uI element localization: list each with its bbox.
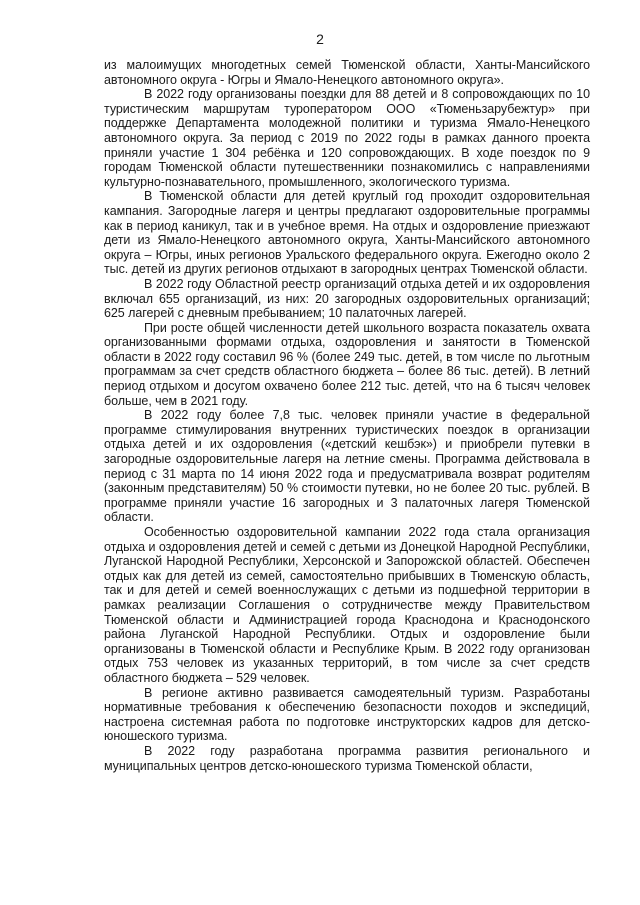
paragraph-cashback: В 2022 году более 7,8 тыс. человек приняли участие в федеральной программе стимулирования внутренних туристических поездок в организации отдыха детей и их оздоровления («детский кешбэк») и приобрели путевки в загородные оздоровительные лагеря на летние смены. Программа действовала в период с 31 марта по 14 июня 2022 года и предусматривала возврат родителям (законным представителям) 50 % стоимости путевки, но не более 20 тыс. рублей. В программе приняли участие 16 загородных и 3 палаточных лагеря Тюменской области. — [104, 408, 590, 525]
paragraph-youth-tourism-program: В 2022 году разработана программа развития регионального и муниципальных центров детско-юношеского туризма Тюменской области, — [104, 743, 590, 773]
paragraph-donetsk-lugansk: Особенностью оздоровительной кампании 2022 года стала организация отдыха и оздоровления детей и семей с детьми из Донецкой Народной Республики, Луганской Народной Республики, Херсонской и Запорожской областей. Обеспечен отдых как для детей из семей, самостоятельно прибывших в Тюменскую область, так и для детей и семей военнослужащих с детьми из подшефной территории в рамках реализации Соглашения о сотрудничестве между Правительством Тюменской области и Администрацией города Краснодона и Краснодонского района Луганской Народной Республики. Отдых и оздоровление были организованы в Тюменской области и Республике Крым. В 2022 году организован отдых 753 человек из указанных территорий, в том числе за счет средств областного бюджета – 529 человек. — [104, 525, 590, 685]
page-number: 2 — [316, 31, 324, 47]
paragraph-amateur-tourism: В регионе активно развивается самодеятельный туризм. Разработаны нормативные требования к обеспечению безопасности походов и экспедиций, настроена системная работа по подготовке инструкторских кадров для детско-юношеского туризма. — [104, 685, 590, 744]
paragraph-continuation: из малоимущих многодетных семей Тюменской области, Ханты-Мансийского автономного округа - Югры и Ямало-Ненецкого автономного округа». — [104, 58, 590, 87]
paragraph-health-campaign: В Тюменской области для детей круглый год проходит оздоровительная кампания. Загородные лагеря и центры предлагают оздоровительные программы как в период каникул, так и в учебное время. На отдых и оздоровление приезжают дети из Ямало-Ненецкого автономного округа, Ханты-Мансийского автономного округа – Югры, иных регионов Уральского федерального округа. Ежегодно около 2 тыс. детей из других регионов отдыхают в загородных центрах Тюменской области. — [104, 189, 590, 277]
paragraph-registry: В 2022 году Областной реестр организаций отдыха детей и их оздоровления включал 655 организаций, из них: 20 загородных оздоровительных организаций; 625 лагерей с дневным пребыванием; 10 палаточных лагерей. — [104, 276, 590, 321]
paragraph-coverage: При росте общей численности детей школьного возраста показатель охвата организованными формами отдыха, оздоровления и занятости в Тюменской области в 2022 году составил 96 % (более 249 тыс. детей, в том числе по льготным программам за счет средств областного бюджета – более 86 тыс. детей). В летний период отдыхом и досугом охвачено более 212 тыс. детей, что на 6 тысяч человек больше, чем в 2021 году. — [104, 320, 590, 408]
paragraph-tours: В 2022 году организованы поездки для 88 детей и 8 сопровождающих по 10 туристическим маршрутам туроператором ООО «Тюменьзарубежтур» при поддержке Департамента молодежной политики и туризма Ямало-Ненецкого автономного округа. За период с 2019 по 2022 годы в рамках данного проекта приняли участие 1 304 ребёнка и 120 сопровождающих. В ходе поездок по 9 городам Тюменской области путешественники познакомились с направлениями культурно-познавательного, промышленного, экологического туризма. — [104, 87, 590, 189]
document-body — [104, 58, 590, 773]
